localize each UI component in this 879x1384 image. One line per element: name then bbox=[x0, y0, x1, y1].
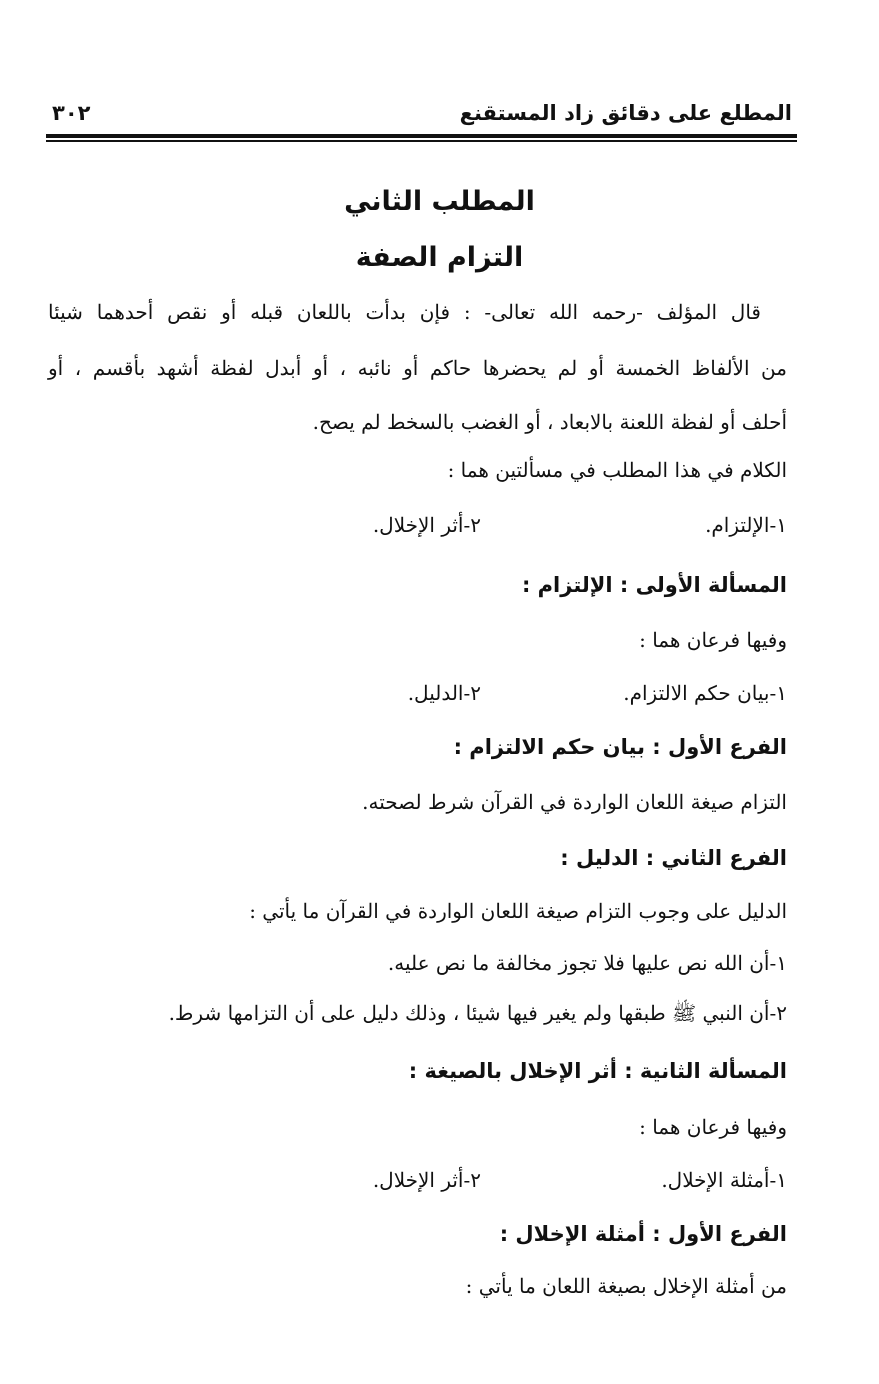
intro-line-2: من الألفاظ الخمسة أو لم يحضرها حاكم أو نائبه ، أو أبدل لفظة أشهد بأقسم ، أو bbox=[48, 356, 787, 380]
issue2-heading: المسألة الثانية : أثر الإخلال بالصيغة : bbox=[408, 1059, 787, 1083]
header-rule-thin bbox=[46, 140, 797, 142]
section-heading: المطلب الثاني bbox=[344, 186, 535, 217]
issue1-branch1-text: التزام صيغة اللعان الواردة في القرآن شرط لصحته. bbox=[362, 790, 787, 814]
header-rule-thick bbox=[46, 134, 797, 138]
intro-line-1: قال المؤلف -رحمه الله تعالى- : فإن بدأت باللعان قبله أو نقص أحدهما شيئا bbox=[48, 300, 761, 324]
issue2-branch1-heading: الفرع الأول : أمثلة الإخلال : bbox=[499, 1222, 787, 1246]
issue2-intro: وفيها فرعان هما : bbox=[639, 1115, 787, 1139]
overview-text: الكلام في هذا المطلب في مسألتين هما : bbox=[447, 458, 787, 482]
issue2-item-1: ١-أمثلة الإخلال. bbox=[661, 1168, 787, 1192]
issue1-branch2-text: الدليل على وجوب التزام صيغة اللعان الواردة في القرآن ما يأتي : bbox=[249, 899, 787, 923]
running-title: المطلع على دقائق زاد المستقنع bbox=[459, 101, 792, 125]
title-heading: التزام الصفة bbox=[355, 242, 524, 273]
running-header bbox=[52, 98, 792, 134]
issue2-branch1-text: من أمثلة الإخلال بصيغة اللعان ما يأتي : bbox=[465, 1274, 787, 1298]
evidence-item-1: ١-أن الله نص عليها فلا تجوز مخالفة ما نص عليه. bbox=[387, 951, 787, 975]
overview-item-2: ٢-أثر الإخلال. bbox=[372, 513, 481, 537]
intro-line-3: أحلف أو لفظة اللعنة بالابعاد ، أو الغضب بالسخط لم يصح. bbox=[312, 410, 787, 434]
issue1-intro: وفيها فرعان هما : bbox=[639, 628, 787, 652]
evidence-item-2: ٢-أن النبي ﷺ طبقها ولم يغير فيها شيئا ، وذلك دليل على أن التزامها شرط. bbox=[168, 1001, 787, 1025]
issue1-branch2-heading: الفرع الثاني : الدليل : bbox=[560, 846, 787, 870]
issue1-branch1-heading: الفرع الأول : بيان حكم الالتزام : bbox=[453, 735, 787, 759]
page-number: ٣٠٢ bbox=[52, 101, 91, 125]
issue2-item-2: ٢-أثر الإخلال. bbox=[372, 1168, 481, 1192]
overview-item-1: ١-الإلتزام. bbox=[705, 513, 787, 537]
issue1-item-1: ١-بيان حكم الالتزام. bbox=[623, 681, 787, 705]
issue1-heading: المسألة الأولى : الإلتزام : bbox=[521, 573, 787, 597]
issue1-item-2: ٢-الدليل. bbox=[407, 681, 481, 705]
